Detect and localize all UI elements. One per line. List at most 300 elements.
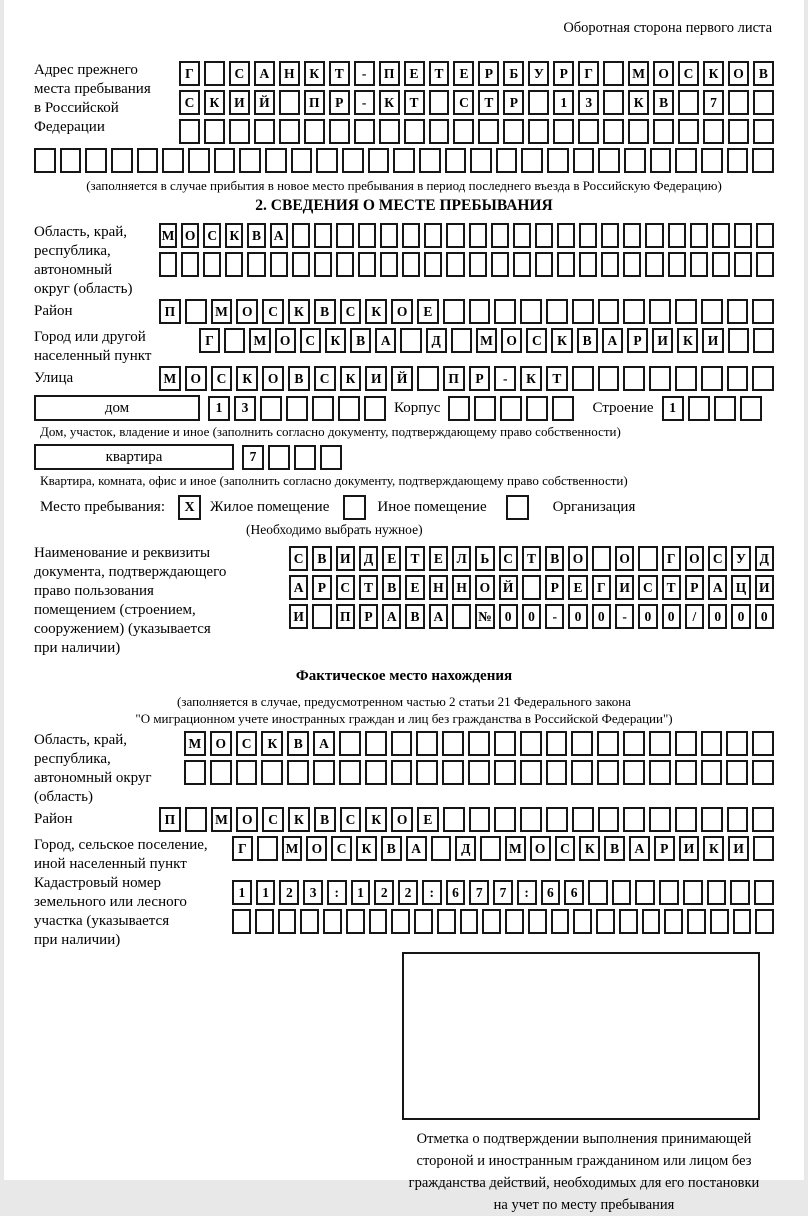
char-cell[interactable] <box>229 119 250 144</box>
char-cell[interactable]: Е <box>382 546 401 571</box>
char-cell[interactable] <box>300 909 319 934</box>
char-cell[interactable] <box>265 148 287 173</box>
char-cell[interactable] <box>185 299 207 324</box>
char-cell[interactable] <box>469 807 491 832</box>
char-cell[interactable] <box>159 252 177 277</box>
char-cell[interactable]: : <box>327 880 347 905</box>
char-cell[interactable]: : <box>422 880 442 905</box>
char-cell[interactable]: Л <box>452 546 471 571</box>
char-cell[interactable] <box>342 148 364 173</box>
char-cell[interactable] <box>714 396 736 421</box>
char-cell[interactable] <box>429 119 450 144</box>
char-cell[interactable] <box>628 119 649 144</box>
char-cell[interactable] <box>339 760 361 785</box>
char-cell[interactable]: С <box>453 90 474 115</box>
char-cell[interactable] <box>752 299 774 324</box>
char-cell[interactable]: С <box>499 546 518 571</box>
char-cell[interactable]: 6 <box>564 880 584 905</box>
char-cell[interactable]: К <box>261 731 283 756</box>
char-cell[interactable] <box>690 252 708 277</box>
char-cell[interactable]: № <box>475 604 494 629</box>
char-cell[interactable] <box>649 731 671 756</box>
char-cell[interactable]: Н <box>452 575 471 600</box>
char-cell[interactable]: Г <box>232 836 253 861</box>
char-cell[interactable]: 3 <box>234 396 256 421</box>
char-cell[interactable] <box>468 760 490 785</box>
char-cell[interactable]: В <box>312 546 331 571</box>
char-cell[interactable]: С <box>262 299 284 324</box>
char-cell[interactable] <box>619 909 638 934</box>
organization-checkbox[interactable] <box>506 495 529 520</box>
char-cell[interactable]: С <box>638 575 657 600</box>
char-cell[interactable] <box>179 119 200 144</box>
char-cell[interactable] <box>480 836 501 861</box>
char-cell[interactable] <box>60 148 82 173</box>
char-cell[interactable]: Т <box>405 546 424 571</box>
char-cell[interactable] <box>597 760 619 785</box>
char-cell[interactable] <box>419 148 441 173</box>
char-cell[interactable]: - <box>615 604 634 629</box>
char-cell[interactable]: 0 <box>708 604 727 629</box>
char-cell[interactable]: О <box>181 223 199 248</box>
char-cell[interactable]: Е <box>404 61 425 86</box>
char-cell[interactable]: Ь <box>475 546 494 571</box>
char-cell[interactable]: С <box>289 546 308 571</box>
char-cell[interactable]: В <box>314 807 336 832</box>
char-cell[interactable]: Т <box>478 90 499 115</box>
char-cell[interactable]: Р <box>312 575 331 600</box>
char-cell[interactable] <box>292 252 310 277</box>
char-cell[interactable] <box>521 148 543 173</box>
char-cell[interactable]: М <box>628 61 649 86</box>
char-cell[interactable] <box>528 90 549 115</box>
char-cell[interactable] <box>571 760 593 785</box>
char-cell[interactable] <box>546 299 568 324</box>
char-cell[interactable]: Р <box>478 61 499 86</box>
char-cell[interactable]: П <box>304 90 325 115</box>
char-cell[interactable]: 1 <box>232 880 252 905</box>
char-cell[interactable]: С <box>526 328 547 353</box>
char-cell[interactable]: - <box>354 61 375 86</box>
char-cell[interactable]: А <box>708 575 727 600</box>
char-cell[interactable] <box>365 760 387 785</box>
char-cell[interactable]: И <box>615 575 634 600</box>
char-cell[interactable] <box>137 148 159 173</box>
char-cell[interactable] <box>393 148 415 173</box>
char-cell[interactable]: 1 <box>208 396 230 421</box>
char-cell[interactable] <box>287 760 309 785</box>
char-cell[interactable] <box>675 148 697 173</box>
char-cell[interactable] <box>312 604 331 629</box>
char-cell[interactable] <box>224 328 245 353</box>
residential-checkbox[interactable]: X <box>178 495 201 520</box>
char-cell[interactable]: Р <box>654 836 675 861</box>
char-cell[interactable] <box>668 252 686 277</box>
char-cell[interactable] <box>232 909 251 934</box>
char-cell[interactable]: 1 <box>256 880 276 905</box>
char-cell[interactable]: 3 <box>578 90 599 115</box>
char-cell[interactable] <box>727 366 749 391</box>
char-cell[interactable] <box>346 909 365 934</box>
char-cell[interactable] <box>659 880 679 905</box>
char-cell[interactable] <box>424 223 442 248</box>
char-cell[interactable]: А <box>254 61 275 86</box>
char-cell[interactable] <box>756 252 774 277</box>
char-cell[interactable] <box>752 731 774 756</box>
char-cell[interactable] <box>442 731 464 756</box>
char-cell[interactable] <box>753 328 774 353</box>
char-cell[interactable]: К <box>288 299 310 324</box>
char-cell[interactable] <box>314 223 332 248</box>
char-cell[interactable] <box>623 223 641 248</box>
char-cell[interactable]: К <box>703 61 724 86</box>
char-cell[interactable] <box>446 223 464 248</box>
char-cell[interactable]: 0 <box>592 604 611 629</box>
char-cell[interactable]: В <box>288 366 310 391</box>
char-cell[interactable]: 0 <box>499 604 518 629</box>
char-cell[interactable] <box>687 909 706 934</box>
char-cell[interactable]: К <box>677 328 698 353</box>
char-cell[interactable] <box>623 299 645 324</box>
char-cell[interactable]: Г <box>592 575 611 600</box>
char-cell[interactable] <box>268 445 290 470</box>
char-cell[interactable]: С <box>300 328 321 353</box>
char-cell[interactable]: Р <box>503 90 524 115</box>
char-cell[interactable] <box>649 366 671 391</box>
char-cell[interactable] <box>286 396 308 421</box>
char-cell[interactable] <box>526 396 548 421</box>
char-cell[interactable]: А <box>375 328 396 353</box>
char-cell[interactable] <box>254 119 275 144</box>
char-cell[interactable] <box>734 223 752 248</box>
char-cell[interactable]: В <box>405 604 424 629</box>
char-cell[interactable]: 1 <box>351 880 371 905</box>
char-cell[interactable] <box>320 445 342 470</box>
char-cell[interactable]: И <box>652 328 673 353</box>
char-cell[interactable]: В <box>381 836 402 861</box>
char-cell[interactable] <box>429 90 450 115</box>
char-cell[interactable] <box>557 252 575 277</box>
char-cell[interactable] <box>491 252 509 277</box>
char-cell[interactable] <box>638 546 657 571</box>
char-cell[interactable] <box>338 396 360 421</box>
char-cell[interactable] <box>678 119 699 144</box>
char-cell[interactable]: И <box>702 328 723 353</box>
char-cell[interactable]: Е <box>568 575 587 600</box>
char-cell[interactable]: В <box>604 836 625 861</box>
char-cell[interactable] <box>445 148 467 173</box>
char-cell[interactable] <box>210 760 232 785</box>
char-cell[interactable]: В <box>753 61 774 86</box>
char-cell[interactable] <box>365 731 387 756</box>
char-cell[interactable] <box>236 760 258 785</box>
char-cell[interactable]: М <box>184 731 206 756</box>
char-cell[interactable] <box>358 252 376 277</box>
char-cell[interactable]: 0 <box>638 604 657 629</box>
char-cell[interactable]: Й <box>499 575 518 600</box>
char-cell[interactable]: С <box>314 366 336 391</box>
char-cell[interactable] <box>596 909 615 934</box>
char-cell[interactable] <box>579 252 597 277</box>
char-cell[interactable] <box>391 760 413 785</box>
char-cell[interactable] <box>278 909 297 934</box>
char-cell[interactable]: Т <box>329 61 350 86</box>
char-cell[interactable] <box>391 909 410 934</box>
char-cell[interactable]: 6 <box>541 880 561 905</box>
char-cell[interactable]: О <box>236 807 258 832</box>
char-cell[interactable]: С <box>236 731 258 756</box>
char-cell[interactable]: А <box>382 604 401 629</box>
char-cell[interactable]: Н <box>279 61 300 86</box>
char-cell[interactable] <box>528 119 549 144</box>
char-cell[interactable] <box>623 366 645 391</box>
char-cell[interactable] <box>726 731 748 756</box>
char-cell[interactable] <box>624 148 646 173</box>
char-cell[interactable]: А <box>629 836 650 861</box>
char-cell[interactable]: Р <box>685 575 704 600</box>
char-cell[interactable] <box>188 148 210 173</box>
char-cell[interactable] <box>546 760 568 785</box>
char-cell[interactable]: П <box>159 807 181 832</box>
char-cell[interactable] <box>460 909 479 934</box>
char-cell[interactable]: Д <box>755 546 774 571</box>
char-cell[interactable] <box>712 252 730 277</box>
char-cell[interactable] <box>753 836 774 861</box>
char-cell[interactable]: С <box>340 299 362 324</box>
char-cell[interactable] <box>402 223 420 248</box>
char-cell[interactable]: И <box>336 546 355 571</box>
char-cell[interactable] <box>520 299 542 324</box>
char-cell[interactable]: Г <box>578 61 599 86</box>
char-cell[interactable] <box>500 396 522 421</box>
char-cell[interactable] <box>448 396 470 421</box>
char-cell[interactable] <box>402 252 420 277</box>
char-cell[interactable]: Р <box>627 328 648 353</box>
char-cell[interactable]: О <box>210 731 232 756</box>
char-cell[interactable]: К <box>236 366 258 391</box>
char-cell[interactable] <box>573 148 595 173</box>
char-cell[interactable]: К <box>579 836 600 861</box>
char-cell[interactable] <box>111 148 133 173</box>
char-cell[interactable] <box>431 836 452 861</box>
char-cell[interactable] <box>597 731 619 756</box>
char-cell[interactable]: К <box>703 836 724 861</box>
char-cell[interactable]: К <box>365 807 387 832</box>
char-cell[interactable] <box>572 366 594 391</box>
char-cell[interactable]: О <box>236 299 258 324</box>
char-cell[interactable] <box>204 119 225 144</box>
char-cell[interactable] <box>513 223 531 248</box>
char-cell[interactable]: О <box>685 546 704 571</box>
char-cell[interactable] <box>400 328 421 353</box>
char-cell[interactable] <box>740 396 762 421</box>
char-cell[interactable] <box>752 807 774 832</box>
char-cell[interactable]: И <box>679 836 700 861</box>
char-cell[interactable]: Й <box>254 90 275 115</box>
char-cell[interactable] <box>603 61 624 86</box>
char-cell[interactable] <box>678 90 699 115</box>
char-cell[interactable] <box>675 366 697 391</box>
char-cell[interactable] <box>727 807 749 832</box>
char-cell[interactable] <box>734 252 752 277</box>
char-cell[interactable]: 0 <box>662 604 681 629</box>
char-cell[interactable]: В <box>577 328 598 353</box>
char-cell[interactable] <box>520 731 542 756</box>
char-cell[interactable]: Е <box>405 575 424 600</box>
char-cell[interactable] <box>642 909 661 934</box>
char-cell[interactable] <box>553 119 574 144</box>
char-cell[interactable] <box>598 299 620 324</box>
char-cell[interactable]: О <box>530 836 551 861</box>
char-cell[interactable] <box>496 148 518 173</box>
char-cell[interactable] <box>635 880 655 905</box>
char-cell[interactable] <box>354 119 375 144</box>
char-cell[interactable] <box>756 223 774 248</box>
char-cell[interactable] <box>753 90 774 115</box>
char-cell[interactable] <box>437 909 456 934</box>
char-cell[interactable]: 0 <box>522 604 541 629</box>
char-cell[interactable] <box>494 731 516 756</box>
char-cell[interactable] <box>703 119 724 144</box>
char-cell[interactable] <box>279 119 300 144</box>
char-cell[interactable] <box>598 148 620 173</box>
char-cell[interactable] <box>522 575 541 600</box>
char-cell[interactable]: К <box>520 366 542 391</box>
char-cell[interactable]: А <box>289 575 308 600</box>
char-cell[interactable]: К <box>356 836 377 861</box>
char-cell[interactable] <box>707 880 727 905</box>
char-cell[interactable]: 0 <box>731 604 750 629</box>
char-cell[interactable] <box>520 807 542 832</box>
char-cell[interactable] <box>546 731 568 756</box>
char-cell[interactable]: К <box>340 366 362 391</box>
char-cell[interactable] <box>478 119 499 144</box>
char-cell[interactable] <box>469 299 491 324</box>
char-cell[interactable] <box>752 366 774 391</box>
char-cell[interactable] <box>728 90 749 115</box>
char-cell[interactable] <box>336 252 354 277</box>
char-cell[interactable] <box>571 731 593 756</box>
char-cell[interactable] <box>314 252 332 277</box>
char-cell[interactable]: В <box>247 223 265 248</box>
char-cell[interactable] <box>336 223 354 248</box>
char-cell[interactable] <box>453 119 474 144</box>
char-cell[interactable] <box>294 445 316 470</box>
char-cell[interactable] <box>753 119 774 144</box>
char-cell[interactable] <box>701 299 723 324</box>
char-cell[interactable] <box>755 909 774 934</box>
char-cell[interactable] <box>701 731 723 756</box>
char-cell[interactable] <box>623 252 641 277</box>
char-cell[interactable] <box>417 366 439 391</box>
char-cell[interactable]: И <box>755 575 774 600</box>
char-cell[interactable]: О <box>185 366 207 391</box>
char-cell[interactable] <box>391 731 413 756</box>
char-cell[interactable] <box>727 299 749 324</box>
char-cell[interactable] <box>203 252 221 277</box>
char-cell[interactable] <box>726 760 748 785</box>
char-cell[interactable] <box>645 223 663 248</box>
char-cell[interactable] <box>650 148 672 173</box>
char-cell[interactable]: С <box>336 575 355 600</box>
char-cell[interactable] <box>261 760 283 785</box>
char-cell[interactable] <box>185 807 207 832</box>
char-cell[interactable] <box>688 396 710 421</box>
char-cell[interactable]: Т <box>404 90 425 115</box>
char-cell[interactable] <box>701 760 723 785</box>
char-cell[interactable]: М <box>249 328 270 353</box>
char-cell[interactable]: С <box>555 836 576 861</box>
char-cell[interactable] <box>304 119 325 144</box>
char-cell[interactable] <box>279 90 300 115</box>
char-cell[interactable]: С <box>678 61 699 86</box>
char-cell[interactable] <box>380 252 398 277</box>
char-cell[interactable] <box>443 299 465 324</box>
char-cell[interactable]: И <box>289 604 308 629</box>
char-cell[interactable] <box>292 223 310 248</box>
char-cell[interactable]: В <box>653 90 674 115</box>
char-cell[interactable] <box>603 119 624 144</box>
char-cell[interactable]: М <box>282 836 303 861</box>
char-cell[interactable]: С <box>331 836 352 861</box>
char-cell[interactable]: П <box>336 604 355 629</box>
char-cell[interactable]: 6 <box>446 880 466 905</box>
char-cell[interactable]: О <box>262 366 284 391</box>
char-cell[interactable]: М <box>505 836 526 861</box>
char-cell[interactable] <box>623 807 645 832</box>
char-cell[interactable]: Т <box>429 61 450 86</box>
char-cell[interactable]: М <box>159 366 181 391</box>
char-cell[interactable]: Г <box>179 61 200 86</box>
char-cell[interactable]: К <box>628 90 649 115</box>
char-cell[interactable]: В <box>314 299 336 324</box>
char-cell[interactable] <box>573 909 592 934</box>
char-cell[interactable]: 0 <box>568 604 587 629</box>
other-premises-checkbox[interactable] <box>343 495 366 520</box>
char-cell[interactable] <box>424 252 442 277</box>
char-cell[interactable] <box>451 328 472 353</box>
char-cell[interactable]: 2 <box>279 880 299 905</box>
char-cell[interactable] <box>690 223 708 248</box>
char-cell[interactable] <box>339 731 361 756</box>
char-cell[interactable] <box>316 148 338 173</box>
char-cell[interactable] <box>442 760 464 785</box>
char-cell[interactable]: О <box>501 328 522 353</box>
char-cell[interactable] <box>323 909 342 934</box>
char-cell[interactable] <box>535 223 553 248</box>
char-cell[interactable] <box>728 328 749 353</box>
char-cell[interactable] <box>598 366 620 391</box>
char-cell[interactable] <box>712 223 730 248</box>
char-cell[interactable] <box>649 760 671 785</box>
char-cell[interactable]: 7 <box>469 880 489 905</box>
char-cell[interactable]: - <box>354 90 375 115</box>
char-cell[interactable]: Р <box>545 575 564 600</box>
char-cell[interactable]: Д <box>455 836 476 861</box>
char-cell[interactable]: : <box>517 880 537 905</box>
char-cell[interactable]: Г <box>662 546 681 571</box>
char-cell[interactable]: О <box>391 807 413 832</box>
char-cell[interactable]: М <box>211 807 233 832</box>
char-cell[interactable]: И <box>365 366 387 391</box>
char-cell[interactable]: О <box>615 546 634 571</box>
char-cell[interactable]: Т <box>546 366 568 391</box>
char-cell[interactable]: 1 <box>662 396 684 421</box>
char-cell[interactable]: О <box>728 61 749 86</box>
char-cell[interactable]: К <box>365 299 387 324</box>
char-cell[interactable] <box>649 299 671 324</box>
char-cell[interactable]: П <box>443 366 465 391</box>
